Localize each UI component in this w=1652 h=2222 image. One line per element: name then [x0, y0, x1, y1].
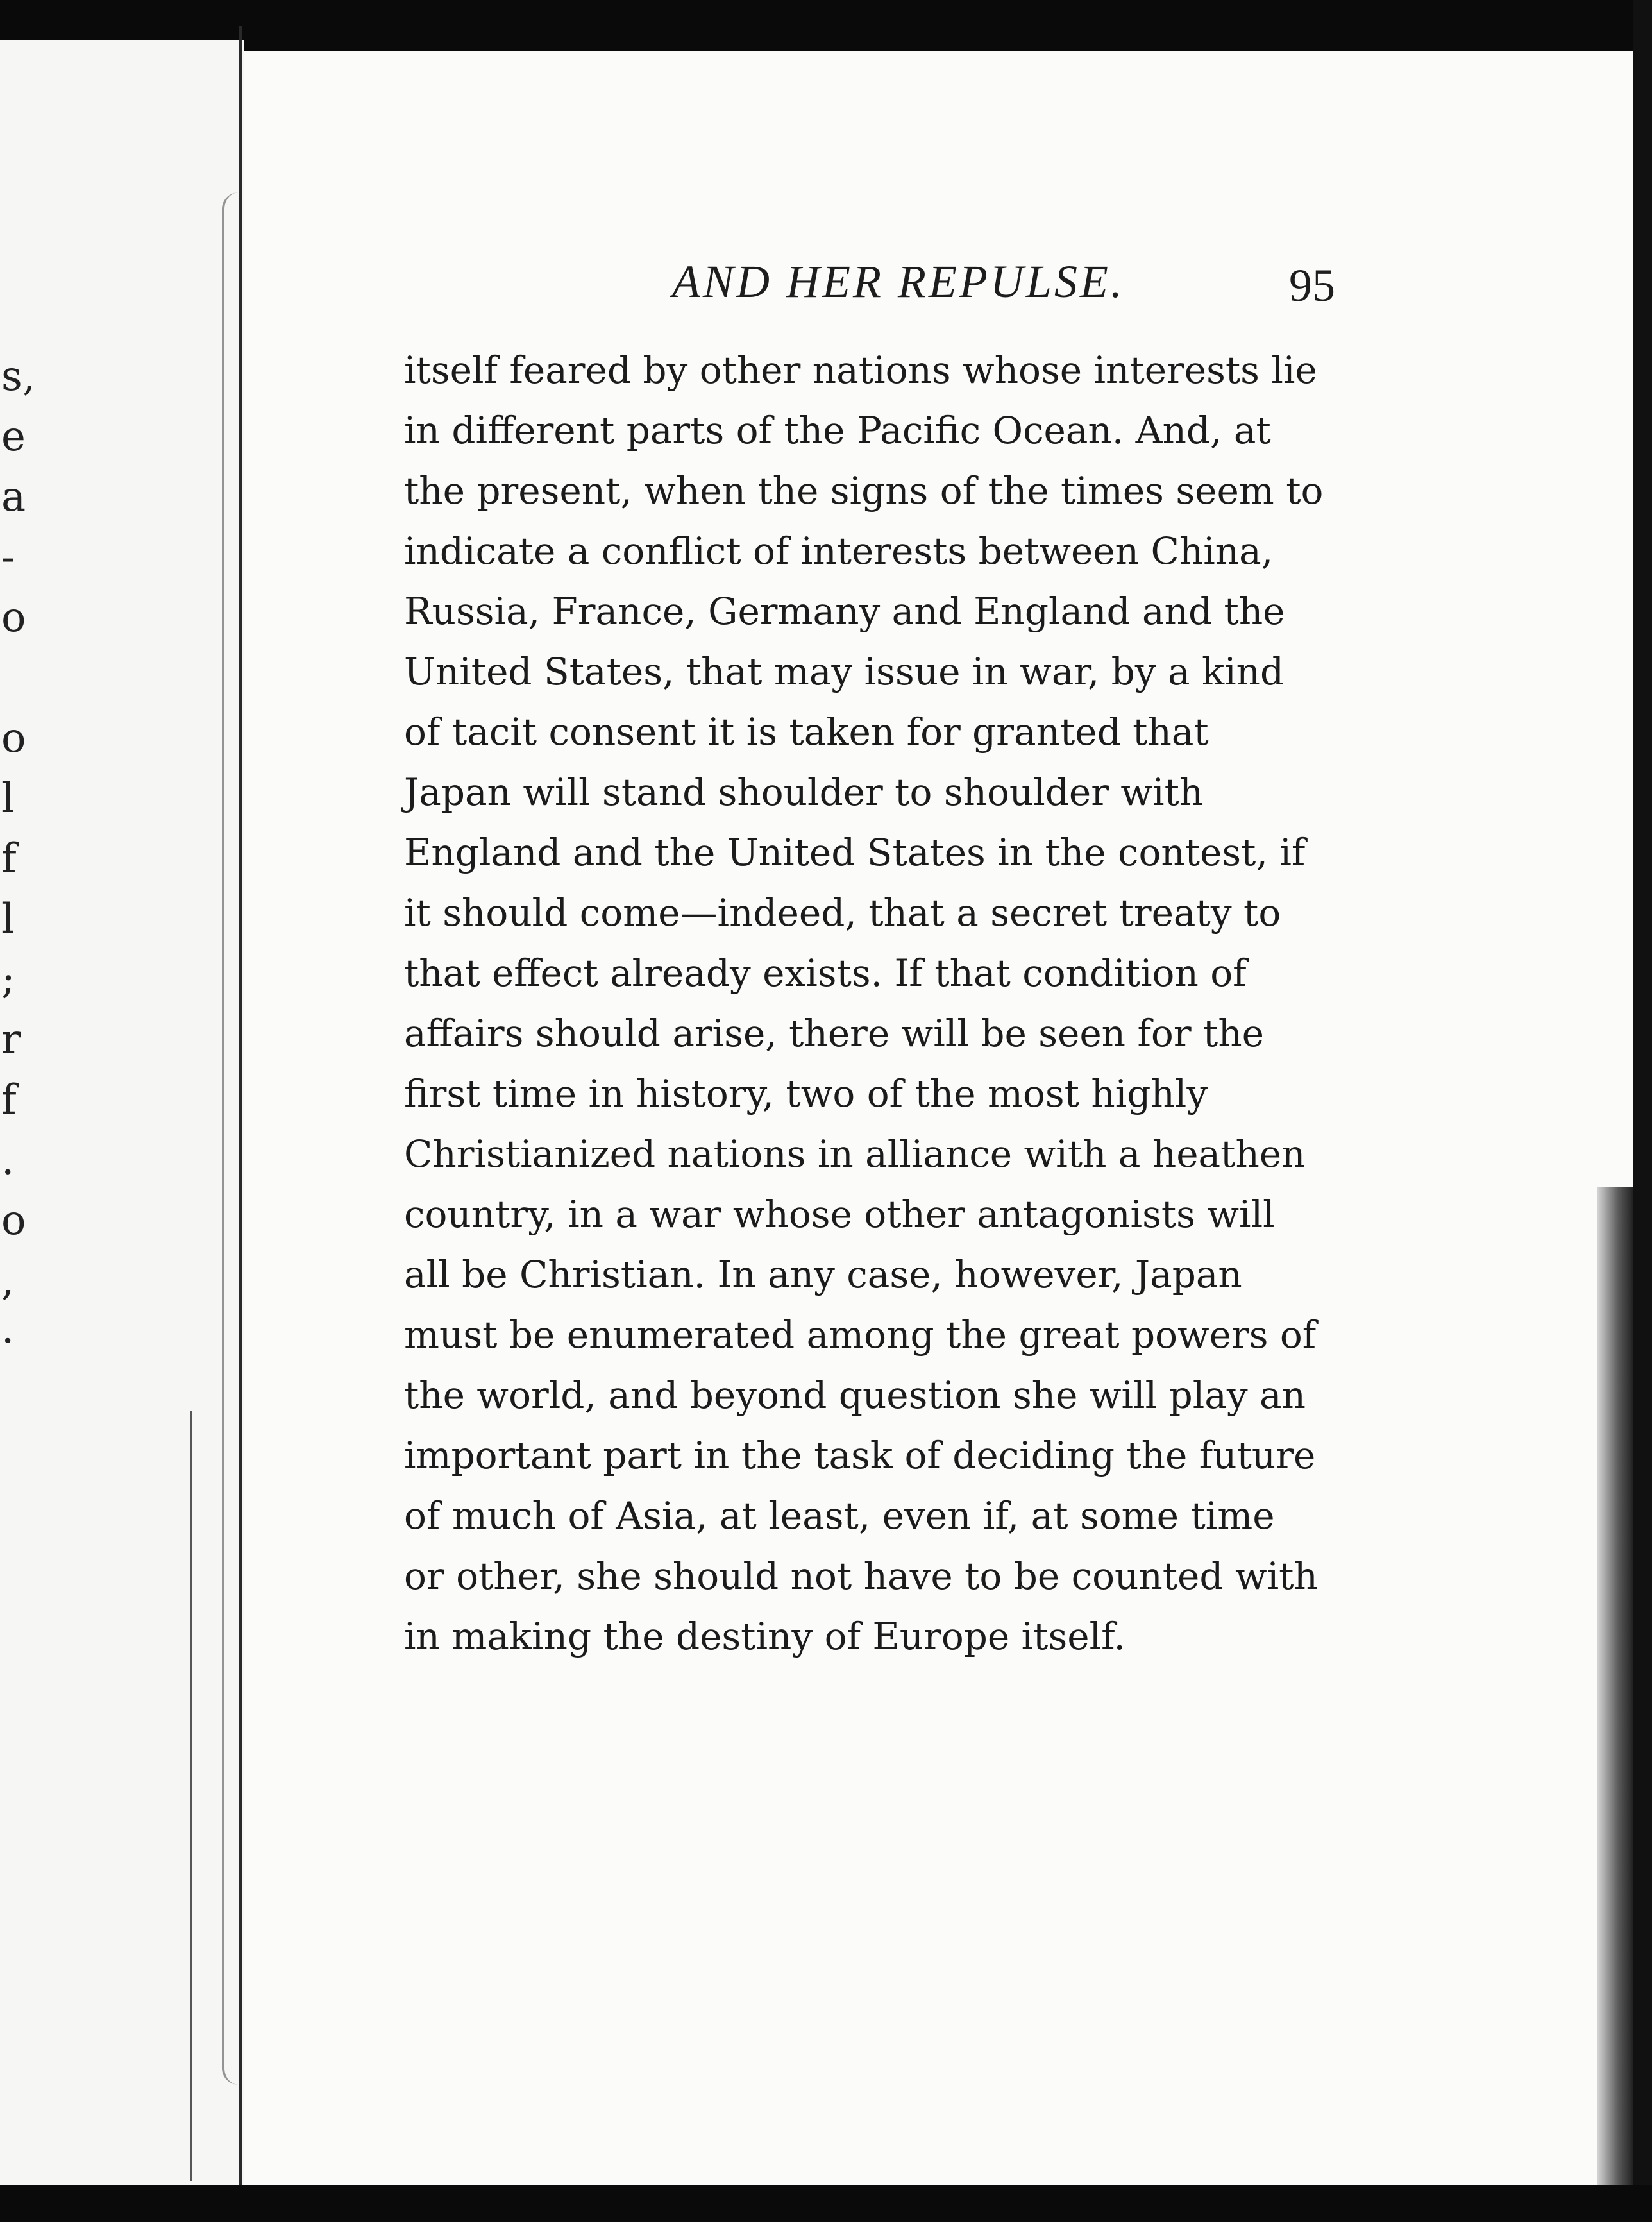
text-line: must be enumerated among the great powers of: [404, 1313, 1317, 1357]
scan-border-top-inner: [242, 26, 1652, 51]
text-line: indicate a conflict of interests between China,: [404, 529, 1274, 573]
fragment: o: [1, 715, 26, 762]
fragment: ·: [1, 1318, 15, 1365]
text-line: or other, she should not have to be counted with: [404, 1554, 1318, 1598]
fragment: [0, 648, 26, 708]
fragment: ;: [1, 956, 15, 1003]
facing-page: [0, 40, 244, 2185]
text-line: Christianized nations in alliance with a heathen: [404, 1132, 1306, 1176]
facing-page-edge: [190, 1411, 192, 2181]
text-line: all be Christian. In any case, however, Japan: [404, 1253, 1242, 1296]
fragment: r: [1, 1016, 21, 1064]
body-paragraph: [404, 340, 1334, 1666]
fragment: s,: [1, 353, 36, 400]
text-line: important part in the task of deciding the future: [404, 1434, 1316, 1477]
scan-border-bottom: [0, 2185, 1652, 2222]
text-line: England and the United States in the contest, if: [404, 831, 1306, 874]
fragment: f: [1, 1076, 17, 1124]
text-line last-line: in making the destiny of Europe itself.: [404, 1615, 1125, 1658]
fragment: l: [1, 895, 15, 943]
fragment: ,: [1, 1257, 15, 1305]
fragment: a: [1, 473, 26, 521]
text-line: Japan will stand shoulder to shoulder with: [404, 770, 1204, 814]
facing-page-text-fragments: [0, 346, 36, 1371]
fragment: -: [1, 534, 15, 581]
text-line: of tacit consent it is taken for granted that: [404, 710, 1209, 754]
fragment: .: [1, 1137, 15, 1184]
text-line: itself feared by other nations whose interests lie: [404, 348, 1317, 392]
text-line: country, in a war whose other antagonists will: [404, 1192, 1275, 1236]
page-edge-shadow: [1597, 1187, 1633, 2187]
text-line: that effect already exists. If that condition of: [404, 951, 1247, 995]
text-line: in different parts of the Pacific Ocean. And, at: [404, 409, 1271, 452]
fragment: o: [1, 1197, 26, 1244]
text-line: the world, and beyond question she will play an: [404, 1373, 1306, 1417]
fragment: e: [1, 413, 26, 461]
fragment: l: [1, 775, 15, 822]
text-line: Russia, France, Germany and England and the: [404, 589, 1285, 633]
text-line: of much of Asia, at least, even if, at some time: [404, 1494, 1275, 1538]
text-line: affairs should arise, there will be seen for the: [404, 1012, 1264, 1055]
page-gutter: [239, 26, 242, 2187]
fragment: o: [1, 594, 26, 641]
text-line: United States, that may issue in war, by a kind: [404, 650, 1285, 693]
running-head: AND HER REPULSE.: [672, 256, 1125, 307]
page-number: 95: [1289, 260, 1335, 311]
scan-border-right: [1633, 0, 1652, 2222]
text-line: the present, when the signs of the times seem to: [404, 469, 1324, 513]
fragment: f: [1, 835, 17, 883]
text-line: first time in history, two of the most highly: [404, 1072, 1208, 1115]
text-line: it should come—indeed, that a secret treaty to: [404, 891, 1281, 935]
page-gutter-curve: [222, 192, 239, 2085]
